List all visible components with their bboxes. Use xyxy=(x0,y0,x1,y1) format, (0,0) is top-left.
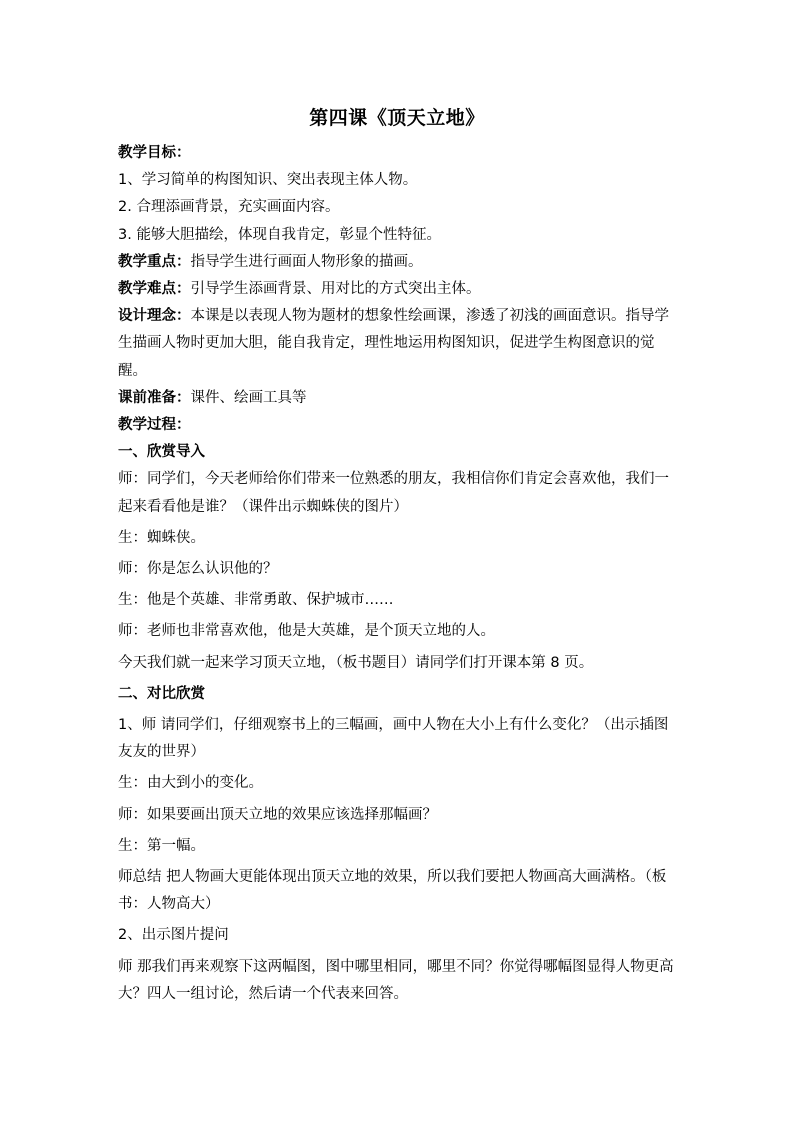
dialogue-line: 1、师 请同学们，仔细观察书上的三幅画，画中人物在大小上有什么变化？（出示插图友友的世界） xyxy=(118,717,669,761)
document-body xyxy=(118,140,680,1008)
key-point-text: 指导学生进行画面人物形象的描画。 xyxy=(190,253,423,270)
objective-item: 3. 能够大胆描绘，体现自我肯定，彰显个性特征。 xyxy=(118,226,441,243)
dialogue-line: 生：由大到小的变化。 xyxy=(118,775,263,792)
prep-paragraph xyxy=(118,385,680,412)
dialogue-line: 师：如果要画出顶天立地的效果应该选择那幅画？ xyxy=(118,806,437,823)
process-heading: 教学过程： xyxy=(118,417,191,434)
prep-label: 课前准备： xyxy=(118,389,191,406)
dialogue-line: 师：同学们，今天老师给你们带来一位熟悉的朋友，我相信你们肯定会喜欢他，我们一起来看看他是谁？（课件出示蜘蛛侠的图片） xyxy=(118,471,669,515)
difficulty-label: 教学难点： xyxy=(118,281,191,298)
section1-heading: 一、欣赏导入 xyxy=(118,444,205,461)
dialogue-line: 2、出示图片提问 xyxy=(118,927,229,944)
concept-text: 本课是以表现人物为题材的想象性绘画课，渗透了初浅的画面意识。指导学生描画人物时更加大胆，能自我肯定，理性地运用构图知识，促进学生构图意识的觉醒。 xyxy=(118,308,669,379)
key-point-paragraph xyxy=(118,249,680,276)
difficulty-text: 引导学生添画背景、用对比的方式突出主体。 xyxy=(190,281,481,298)
objective-item: 2. 合理添画背景，充实画面内容。 xyxy=(118,199,340,216)
concept-label: 设计理念： xyxy=(118,308,191,325)
objective-item: 1、学习简单的构图知识、突出表现主体人物。 xyxy=(118,172,418,189)
dialogue-line: 师：你是怎么认识他的？ xyxy=(118,561,278,578)
dialogue-line: 师：老师也非常喜欢他，他是大英雄，是个顶天立地的人。 xyxy=(118,623,495,640)
dialogue-line: 生：他是个英雄、非常勇敢、保护城市…… xyxy=(118,592,394,609)
dialogue-line: 师总结 把人物画大更能体现出顶天立地的效果，所以我们要把人物画高大画满格。（板书：人物高大） xyxy=(118,869,667,913)
objectives-heading: 教学目标： xyxy=(118,145,191,161)
difficulty-paragraph xyxy=(118,276,680,303)
dialogue-line: 生：第一幅。 xyxy=(118,837,205,854)
dialogue-line: 师 那我们再来观察下这两幅图，图中哪里相同，哪里不同？你觉得哪幅图显得人物更高大？四人一组讨论，然后请一个代表来回答。 xyxy=(118,958,674,1002)
concept-paragraph xyxy=(118,303,680,385)
dialogue-line: 今天我们就一起来学习顶天立地，（板书题目）请同学们打开课本第 8 页。 xyxy=(118,654,594,671)
key-point-label: 教学重点： xyxy=(118,253,191,270)
dialogue-line: 生：蜘蛛侠。 xyxy=(118,529,205,546)
prep-text: 课件、绘画工具等 xyxy=(190,389,307,406)
page-title: 第四课《顶天立地》 xyxy=(309,107,485,129)
section2-heading: 二、对比欣赏 xyxy=(118,685,205,702)
